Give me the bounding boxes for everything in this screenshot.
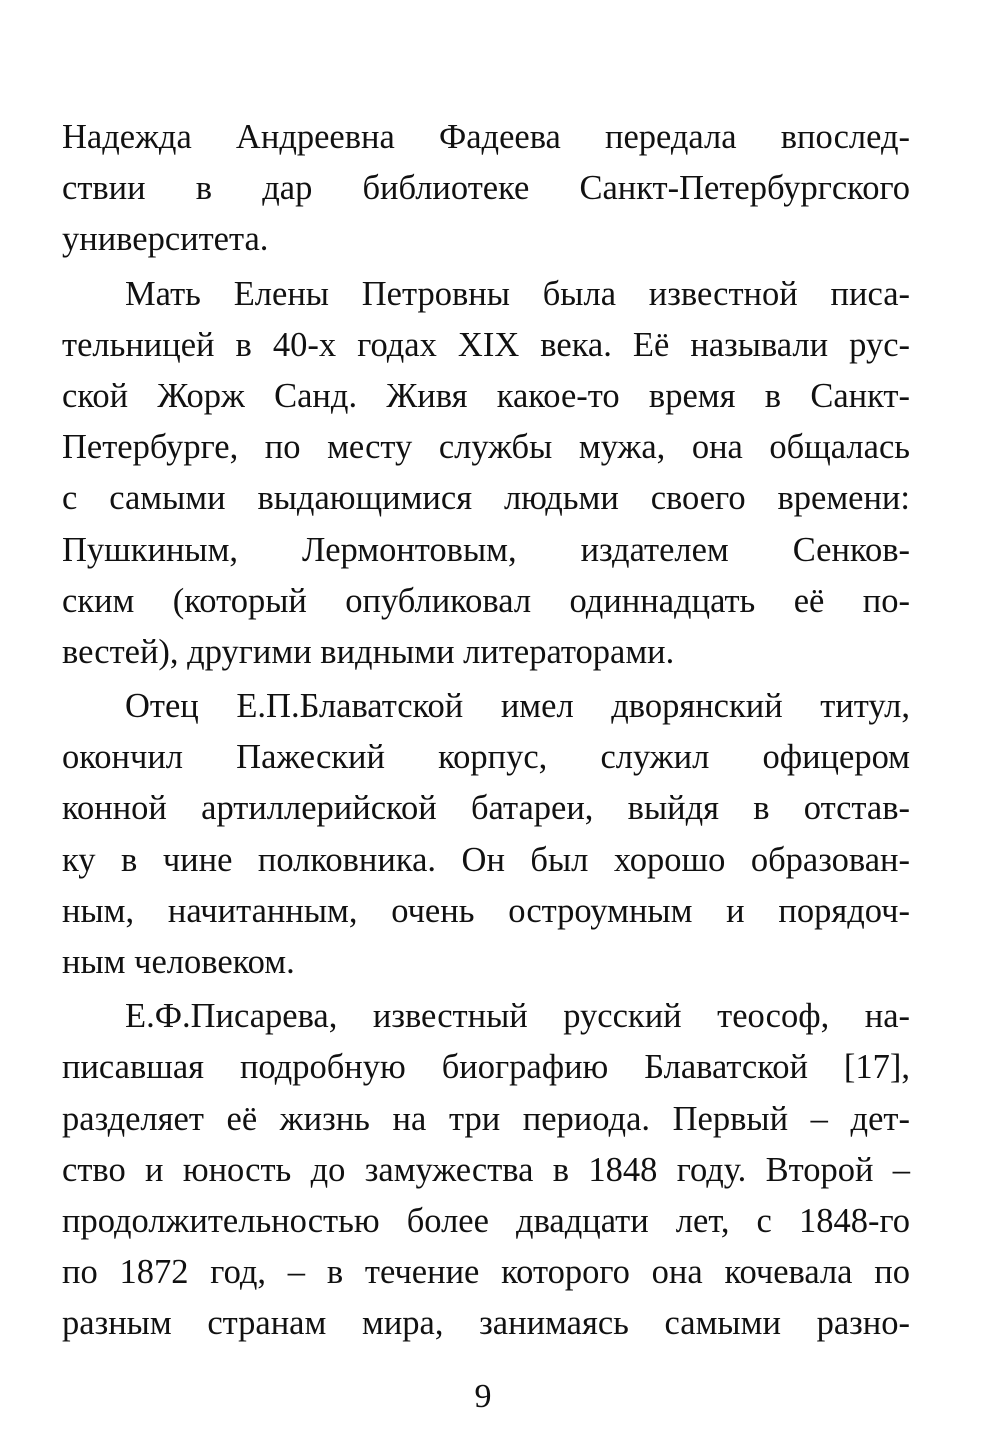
text-line: Е.Ф.Писарева, известный русский теософ, на- — [125, 997, 910, 1036]
text-line: конной артиллерийской батареи, выйдя в отстав- — [62, 789, 910, 828]
text-line: Мать Елены Петровны была известной писа- — [125, 274, 910, 313]
text-line: ствии в дар библиотеке Санкт-Петербургского — [62, 169, 910, 208]
text-line: по 1872 год, – в течение которого она кочевала по — [62, 1253, 910, 1292]
text-line: Пушкиным, Лермонтовым, издателем Сенков- — [62, 530, 910, 569]
page-body — [62, 112, 910, 1350]
text-line: Надежда Андреевна Фадеева передала впослед- — [62, 118, 910, 156]
text-line: вестей), другими видными литераторами. — [62, 632, 675, 671]
text-line: разделяет её жизнь на три периода. Первый – дет- — [62, 1099, 910, 1138]
text-line: разным странам мира, занимаясь самыми разно- — [62, 1304, 910, 1343]
text-line: писавшая подробную биографию Блаватской [17], — [62, 1048, 910, 1087]
page-number: 9 — [474, 1378, 492, 1415]
paragraph — [62, 112, 910, 266]
text-line: ским (который опубликовал одиннадцать её по- — [62, 581, 910, 620]
text-line: университета. — [62, 220, 269, 259]
text-line: ство и юность до замужества в 1848 году. Второй – — [62, 1150, 910, 1189]
text-line: окончил Пажеский корпус, служил офицером — [62, 738, 910, 777]
text-line: тельницей в 40-х годах XIX века. Её называли рус- — [62, 325, 910, 364]
text-line: с самыми выдающимися людьми своего времени: — [62, 479, 910, 518]
text-line: ным человеком. — [62, 943, 295, 981]
text-line: ным, начитанным, очень остроумным и порядоч- — [62, 891, 910, 930]
text-line: продолжительностью более двадцати лет, с 1848-го — [62, 1201, 910, 1240]
text-line: Отец Е.П.Блаватской имел дворянский титул, — [125, 687, 910, 726]
paragraph — [62, 681, 910, 988]
paragraph — [62, 991, 910, 1349]
paragraph — [62, 269, 910, 679]
text-line: Петербурге, по месту службы мужа, она общалась — [62, 428, 910, 467]
text-line: ской Жорж Санд. Живя какое-то время в Санкт- — [62, 376, 910, 415]
text-line: ку в чине полковника. Он был хорошо образован- — [62, 840, 910, 879]
